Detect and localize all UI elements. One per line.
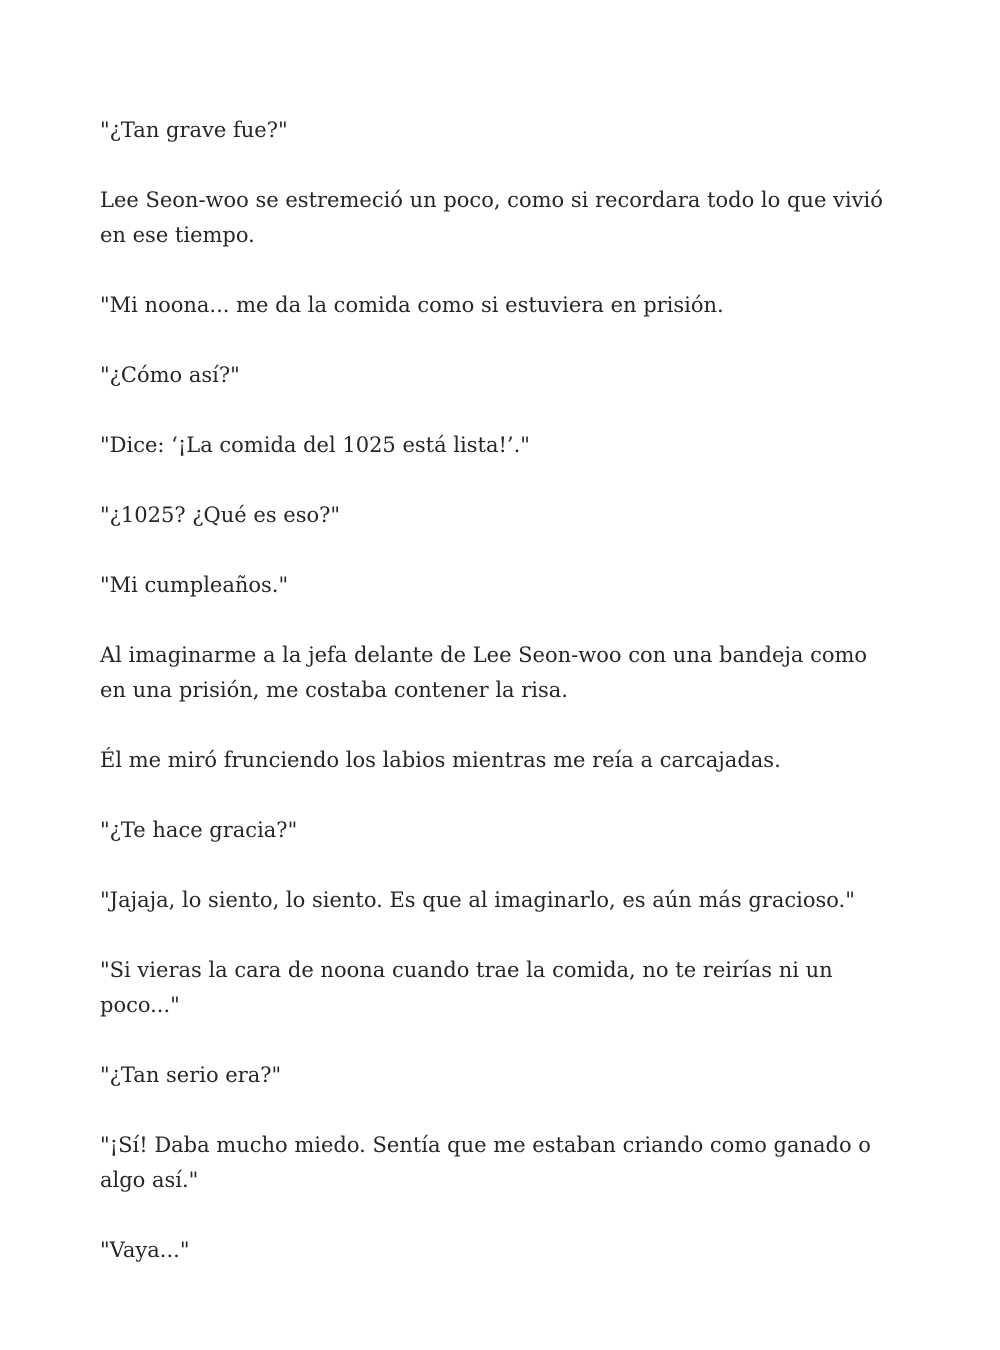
paragraph-5: "Dice: ‘¡La comida del 1025 está lista!’.": [100, 433, 530, 457]
paragraph-1: "¿Tan grave fue?": [100, 118, 288, 142]
paragraph-10: "¿Te hace gracia?": [100, 818, 298, 842]
document-body: [100, 113, 890, 1303]
paragraph-4: "¿Cómo así?": [100, 363, 240, 387]
paragraph-9: Él me miró frunciendo los labios mientras me reía a carcajadas.: [100, 748, 781, 772]
paragraph-7: "Mi cumpleaños.": [100, 573, 289, 597]
paragraph-6: "¿1025? ¿Qué es eso?": [100, 503, 341, 527]
paragraph-2: Lee Seon-woo se estremeció un poco, como si recordara todo lo que vivió en ese tiempo.: [100, 188, 883, 247]
paragraph-15: "Vaya...": [100, 1238, 190, 1262]
paragraph-8: Al imaginarme a la jefa delante de Lee Seon-woo con una bandeja como en una prisión, me costaba contener la risa.: [100, 643, 868, 702]
paragraph-14: "¡Sí! Daba mucho miedo. Sentía que me estaban criando como ganado o algo así.": [100, 1133, 871, 1192]
paragraph-3: "Mi noona... me da la comida como si estuviera en prisión.: [100, 293, 724, 317]
paragraph-12: "Si vieras la cara de noona cuando trae la comida, no te reirías ni un poco...": [100, 958, 833, 1017]
paragraph-11: "Jajaja, lo siento, lo siento. Es que al imaginarlo, es aún más gracioso.": [100, 888, 855, 912]
paragraph-13: "¿Tan serio era?": [100, 1063, 282, 1087]
